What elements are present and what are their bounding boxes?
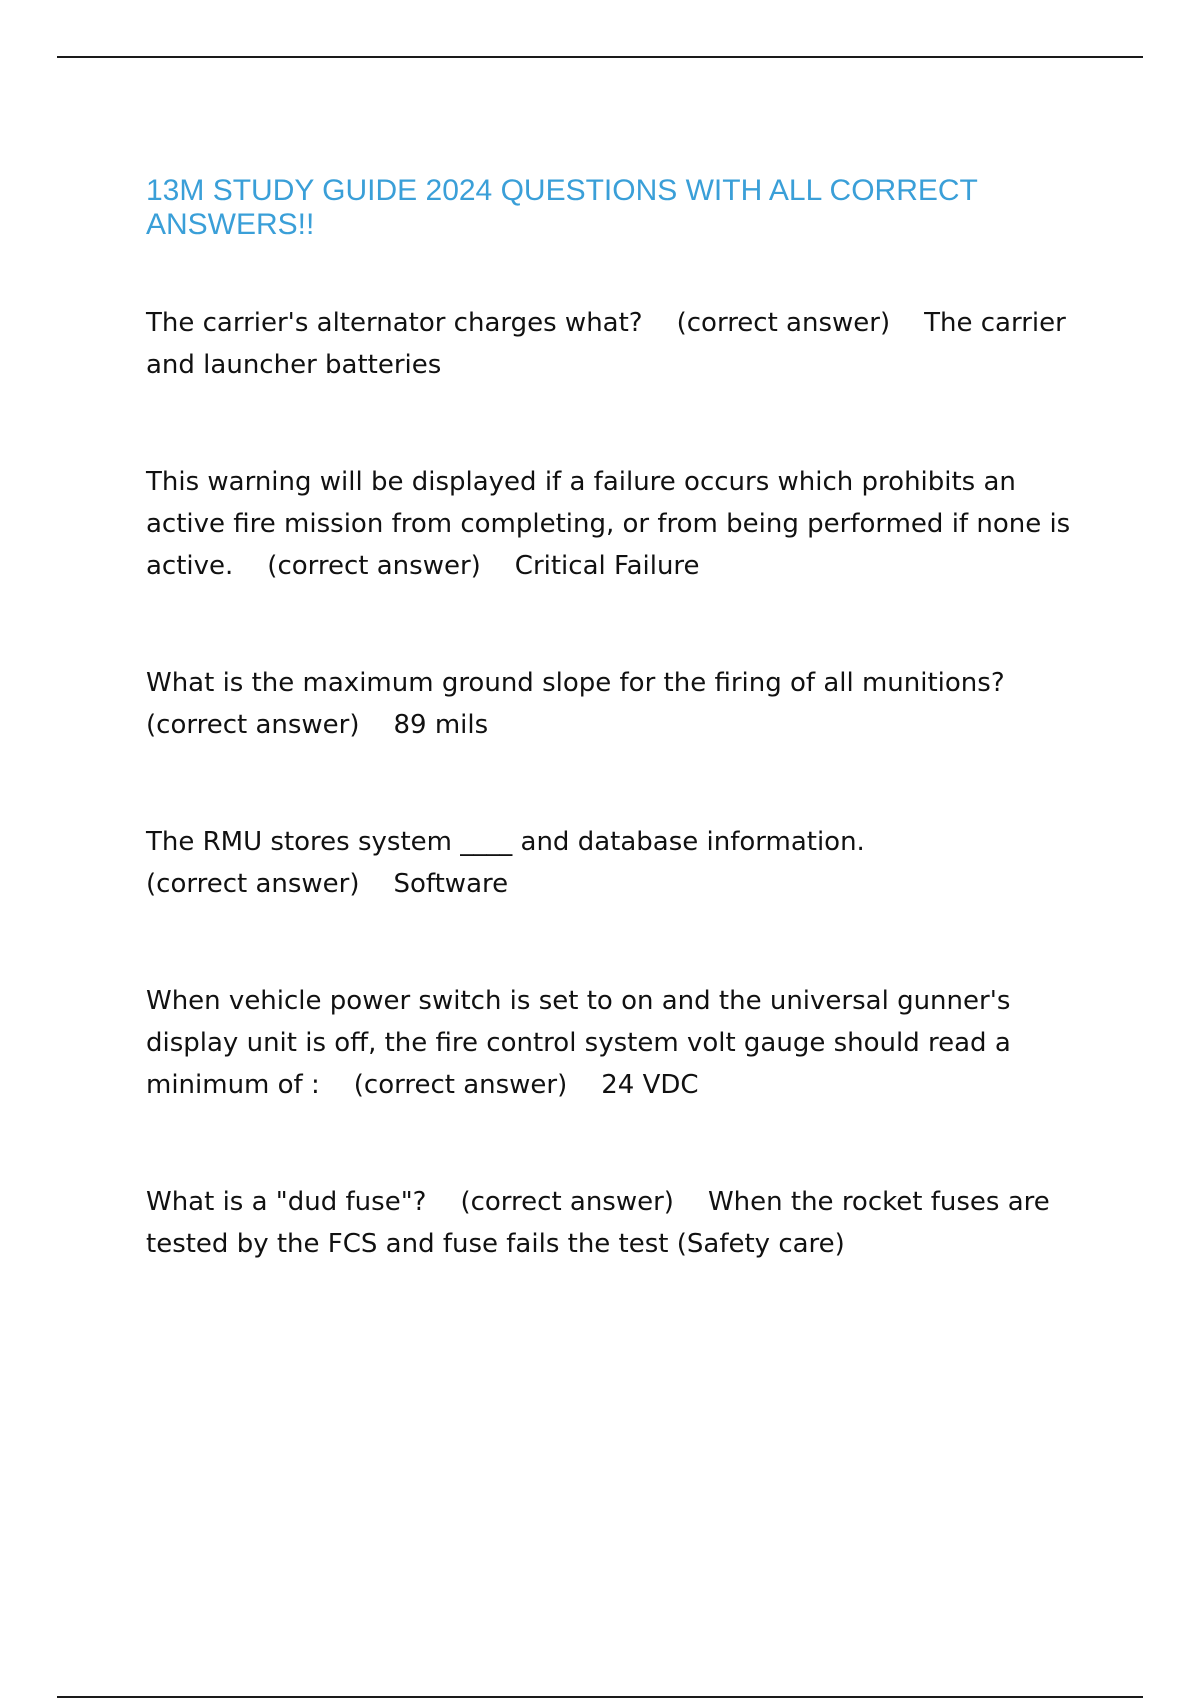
qa-item bbox=[146, 662, 1096, 746]
answer-marker: (correct answer) bbox=[353, 1070, 568, 1100]
answer-text: The carrier and launcher batteries bbox=[146, 308, 1066, 380]
question-text: What is a "dud fuse"? bbox=[146, 1187, 427, 1217]
qa-item bbox=[146, 980, 1096, 1106]
qa-list bbox=[146, 302, 1096, 1265]
answer-marker: (correct answer) bbox=[146, 710, 360, 740]
answer-text: Software bbox=[393, 869, 509, 899]
answer-marker: (correct answer) bbox=[676, 308, 891, 338]
answer-marker: (correct answer) bbox=[460, 1187, 674, 1217]
qa-item bbox=[146, 461, 1096, 587]
answer-marker: (correct answer) bbox=[267, 551, 481, 581]
document-title: 13M STUDY GUIDE 2024 QUESTIONS WITH ALL CORRECT ANSWERS!! bbox=[146, 174, 978, 241]
answer-text: When the rocket fuses are tested by the FCS and fuse fails the test (Safety care) bbox=[146, 1187, 1050, 1259]
question-text: What is the maximum ground slope for the firing of all munitions? bbox=[146, 668, 1005, 698]
qa-item bbox=[146, 302, 1096, 386]
question-text: The carrier's alternator charges what? bbox=[146, 308, 643, 338]
qa-item bbox=[146, 821, 1096, 905]
bottom-rule bbox=[57, 1696, 1143, 1698]
question-text: When vehicle power switch is set to on and the universal gunner's display unit is off, the fire control system volt gauge should read a minimum of : bbox=[146, 986, 1011, 1100]
answer-text: 24 VDC bbox=[601, 1070, 699, 1100]
document-body bbox=[146, 174, 1096, 1340]
question-text: This warning will be displayed if a failure occurs which prohibits an active fire mission from completing, or from being performed if none is active. bbox=[146, 467, 1071, 581]
answer-marker: (correct answer) bbox=[146, 869, 360, 899]
answer-text: 89 mils bbox=[393, 710, 489, 740]
top-rule bbox=[57, 56, 1143, 58]
answer-text: Critical Failure bbox=[514, 551, 700, 581]
question-text: The RMU stores system ____ and database information. bbox=[146, 827, 865, 857]
qa-item bbox=[146, 1181, 1096, 1265]
